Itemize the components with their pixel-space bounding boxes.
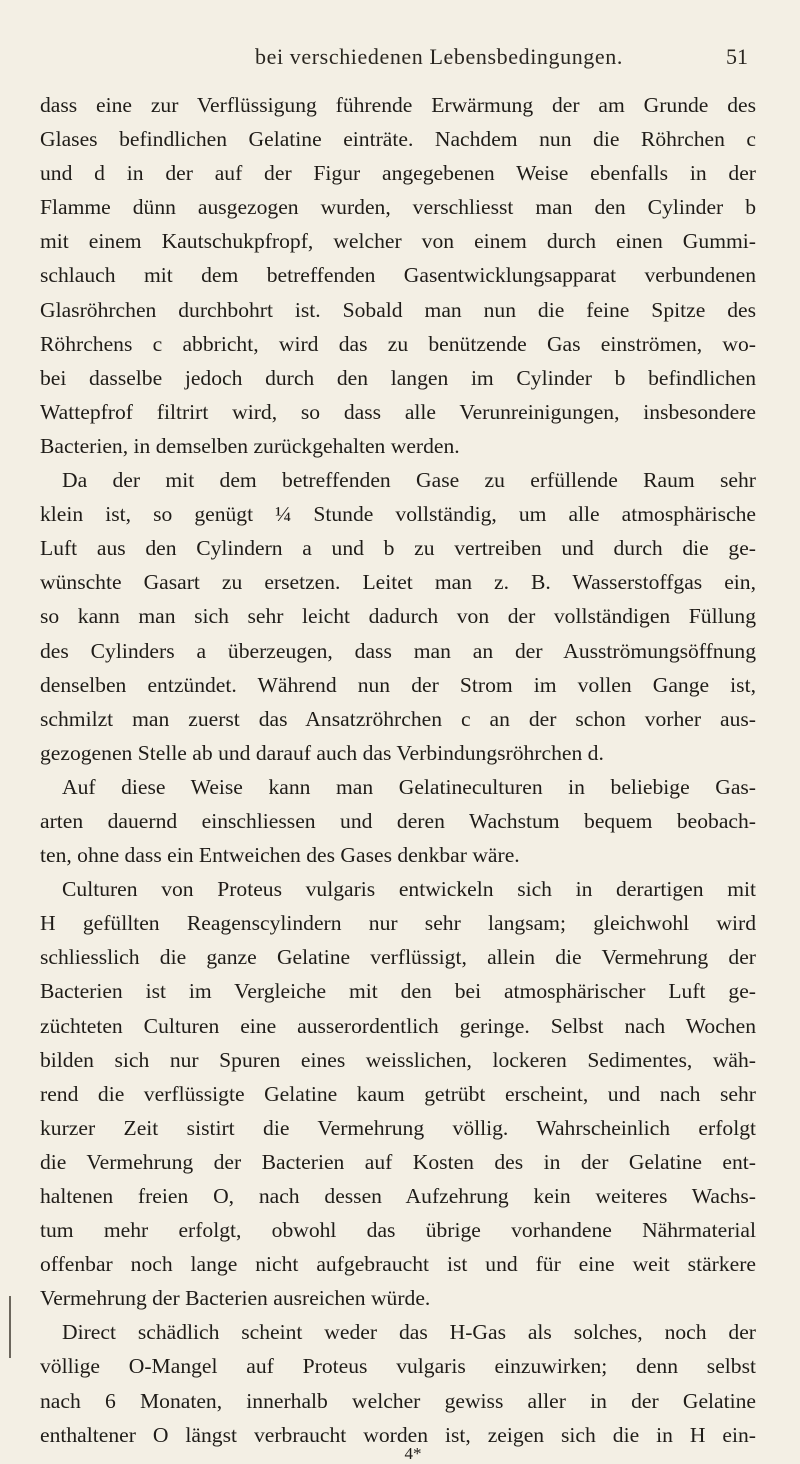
text-line: ten, ohne dass ein Entweichen des Gases denkbar wäre. xyxy=(40,843,520,868)
text-line: enthaltener O längst verbraucht worden ist, zeigen sich die in H ein- xyxy=(40,1422,756,1447)
text-line: so kann man sich sehr leicht dadurch von der vollständigen Füllung xyxy=(40,604,756,629)
text-line: wünschte Gasart zu ersetzen. Leitet man z. B. Wasserstoffgas ein, xyxy=(40,570,756,595)
text-line: Bacterien, in demselben zurückgehalten werden. xyxy=(40,433,460,458)
text-line: denselben entzündet. Während nun der Strom im vollen Gange ist, xyxy=(40,672,756,697)
text-line: schmilzt man zuerst das Ansatzröhrchen c an der schon vorher aus- xyxy=(40,706,756,731)
text-line: Luft aus den Cylindern a und b zu vertreiben und durch die ge- xyxy=(40,536,756,561)
text-line: klein ist, so genügt ¼ Stunde vollständig, um alle atmosphärische xyxy=(40,502,756,527)
text-line: bilden sich nur Spuren eines weisslichen, lockeren Sedimentes, wäh- xyxy=(40,1047,756,1072)
text-line: kurzer Zeit sistirt die Vermehrung völlig. Wahrscheinlich erfolgt xyxy=(40,1115,756,1140)
text-line: gezogenen Stelle ab und darauf auch das Verbindungsröhrchen d. xyxy=(40,740,604,765)
text-line: Direct schädlich scheint weder das H-Gas als solches, noch der xyxy=(62,1320,756,1345)
text-line: arten dauernd einschliessen und deren Wachstum bequem beobach- xyxy=(40,808,756,833)
text-line: dass eine zur Verflüssigung führende Erwärmung der am Grunde des xyxy=(40,93,756,117)
text-line: des Cylinders a überzeugen, dass man an der Ausströmungsöffnung xyxy=(40,638,756,663)
text-line: mit einem Kautschukpfropf, welcher von einem durch einen Gummi- xyxy=(40,229,756,254)
text-line: bei dasselbe jedoch durch den langen im Cylinder b befindlichen xyxy=(40,365,756,390)
text-line: nach 6 Monaten, innerhalb welcher gewiss aller in der Gelatine xyxy=(40,1388,756,1413)
text-line: und d in der auf der Figur angegebenen Weise ebenfalls in der xyxy=(40,161,756,186)
text-line: rend die verflüssigte Gelatine kaum getrübt erscheint, und nach sehr xyxy=(40,1081,756,1106)
text-line: Vermehrung der Bacterien ausreichen würde. xyxy=(40,1286,431,1311)
text-line: die Vermehrung der Bacterien auf Kosten des in der Gelatine ent- xyxy=(40,1149,756,1174)
text-line: H gefüllten Reagenscylindern nur sehr langsam; gleichwohl wird xyxy=(40,911,756,936)
text-line: Wattepfrof filtrirt wird, so dass alle Verunreinigungen, insbesondere xyxy=(40,399,756,424)
running-header xyxy=(40,44,748,72)
running-header-title: bei verschiedenen Lebensbedingungen. xyxy=(255,44,623,69)
text-line: Glases befindlichen Gelatine einträte. Nachdem nun die Röhrchen c xyxy=(40,127,756,152)
signature-mark: 4* xyxy=(404,1444,422,1463)
text-line: offenbar noch lange nicht aufgebraucht ist und für eine weit stärkere xyxy=(40,1252,756,1277)
text-line: Röhrchens c abbricht, wird das zu benützende Gas einströmen, wo- xyxy=(40,331,756,356)
text-line: Flamme dünn ausgezogen wurden, verschliesst man den Cylinder b xyxy=(40,195,756,220)
text-line: Auf diese Weise kann man Gelatineculturen in beliebige Gas- xyxy=(62,774,756,799)
text-line: haltenen freien O, nach dessen Aufzehrung kein weiteres Wachs- xyxy=(40,1184,756,1208)
text-line: Culturen von Proteus vulgaris entwickeln sich in derartigen mit xyxy=(62,877,756,902)
text-line: schliesslich die ganze Gelatine verflüssigt, allein die Vermehrung der xyxy=(40,945,756,970)
margin-line xyxy=(9,1296,11,1358)
page-number: 51 xyxy=(726,44,748,69)
text-line: Glasröhrchen durchbohrt ist. Sobald man nun die feine Spitze des xyxy=(40,297,756,322)
text-line: Bacterien ist im Vergleiche mit den bei atmosphärischer Luft ge- xyxy=(40,979,756,1004)
body-text xyxy=(40,88,756,1463)
text-line: schlauch mit dem betreffenden Gasentwicklungsapparat verbundenen xyxy=(40,263,756,288)
text-line: züchteten Culturen eine ausserordentlich geringe. Selbst nach Wochen xyxy=(40,1013,756,1038)
text-line: völlige O-Mangel auf Proteus vulgaris einzuwirken; denn selbst xyxy=(40,1354,756,1379)
text-line: tum mehr erfolgt, obwohl das übrige vorhandene Nährmaterial xyxy=(40,1218,756,1243)
text-line: Da der mit dem betreffenden Gase zu erfüllende Raum sehr xyxy=(62,468,756,493)
